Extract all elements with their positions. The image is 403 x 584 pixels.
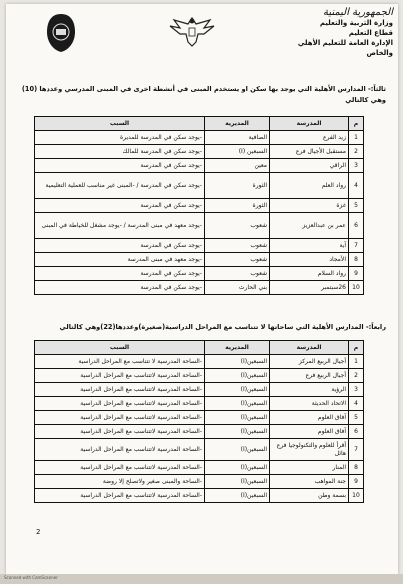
table-row [35,439,364,461]
row-district: السبعين(I) [205,475,270,489]
row-number: 2 [349,145,364,159]
row-number: 7 [349,239,364,253]
row-school: زيد الفرع [270,131,349,145]
row-school: غزة [270,199,349,213]
row-district: السبعين(I) [205,383,270,397]
table-row [35,145,364,159]
row-reason: -يوجد سكن في المدرسة [35,267,205,281]
row-district: السبعين(I) [205,425,270,439]
col-header-school: المدرسة [270,341,349,355]
row-number: 3 [349,159,364,173]
row-school: 26سبتمبر [270,281,349,295]
table-header-row [35,341,364,355]
row-number: 4 [349,173,364,199]
row-school: الاتحاد الحديثة [270,397,349,411]
row-reason: -يوجد معهد في مبنى المدرسة [35,253,205,267]
row-school: الراقي [270,159,349,173]
row-number: 10 [349,281,364,295]
row-school: أقرأ للعلوم والتكنولوجيا فرع هائل [270,439,349,461]
section3-table [34,116,364,295]
row-number: 1 [349,131,364,145]
row-district: السبعين(I) [205,369,270,383]
section3-title: ثالثاً:- المدارس الأهلية التي يوجد بها سكن او يستخدم المبنى في أنشطة اخرى في المبنى المدرسي وعددها (10) وهي كالتالي [21,85,386,104]
table-row [35,383,364,397]
republic-calligraphy: الجمهورية اليمنية [322,7,393,18]
table-row [35,199,364,213]
table-row [35,253,364,267]
row-reason: -الساحة المدرسية لاتتناسب مع المراحل الدراسية [35,461,205,475]
row-number: 8 [349,253,364,267]
scan-bottom-edge [0,574,403,584]
row-reason: -الساحة المدرسية لا تتناسب مع المراحل الدراسية [35,355,205,369]
section4-table [34,340,364,503]
table-row [35,489,364,503]
section4-title: رابعاً:- المدارس الأهلية التي ساحاتها لا تتناسب مع المراحل الدراسية(صغيرة)وعددها(22)وهي كالتالي [59,323,386,331]
row-reason: -الساحة المدرسية لاتتناسب مع المراحل الدراسية [35,411,205,425]
row-reason: -الساحة المدرسية لاتتناسب مع المراحل الدراسية [35,439,205,461]
table-row [35,239,364,253]
sector-line: قطاع التعليم [348,29,393,37]
row-district: السبعين(I) [205,411,270,425]
row-district: السبعين (I) [205,145,270,159]
row-reason: -يوجد سكن في المدرسة للمديرة [35,131,205,145]
row-school: الرؤية [270,383,349,397]
row-district: السبعين(I) [205,461,270,475]
row-school: آفاق العلوم [270,411,349,425]
row-district: السبعين(I) [205,439,270,461]
table-row [35,267,364,281]
col-header-district: المديرية [205,117,270,131]
row-district: الصافية [205,131,270,145]
row-school: عمر بن عبدالعزيز [270,213,349,239]
row-district: السبعين(I) [205,489,270,503]
row-district: شعوب [205,239,270,253]
row-district: بني الحارث [205,281,270,295]
row-district: الثورة [205,173,270,199]
table-header-row [35,117,364,131]
row-number: 6 [349,213,364,239]
row-school: آية [270,239,349,253]
row-number: 8 [349,461,364,475]
row-school: أجيال الربيع المركز [270,355,349,369]
row-district: شعوب [205,267,270,281]
row-district: شعوب [205,253,270,267]
table-row [35,461,364,475]
row-reason: -يوجد معهد في مبنى المدرسة / -يوجد مشغل للخياطة في المبنى [35,213,205,239]
row-reason: -يوجد سكن في المدرسة / -المبنى غير مناسب للعملية التعليمية [35,173,205,199]
row-reason: -الساحة المدرسية لاتتناسب مع المراحل الدراسية [35,425,205,439]
row-number: 5 [349,199,364,213]
row-district: الثورة [205,199,270,213]
row-reason: -يوجد سكن في المدرسة [35,281,205,295]
table-row [35,369,364,383]
row-reason: -يوجد سكن في المدرسة [35,199,205,213]
row-reason: -الساحة المدرسية لاتتناسب مع المراحل الدراسية [35,489,205,503]
table-row [35,425,364,439]
yemen-eagle-emblem [168,14,216,48]
row-number: 5 [349,411,364,425]
col-header-reason: السبب [35,341,205,355]
ministry-logo [44,12,78,54]
row-school: مستقبل الأجيال فرع [270,145,349,159]
row-district: السبعين(I) [205,355,270,369]
row-number: 10 [349,489,364,503]
row-district: شعوب [205,213,270,239]
directorate-line: الإدارة العامة للتعليم الأهلي والخاص [297,39,393,57]
row-reason: -الساحة والمبنى صغير ولاتصلح إلا روضة [35,475,205,489]
col-header-district: المديرية [205,341,270,355]
row-school: المنار [270,461,349,475]
row-number: 9 [349,267,364,281]
row-school: الأمجاد [270,253,349,267]
row-school: جنة المواهب [270,475,349,489]
col-header-school: المدرسة [270,117,349,131]
row-reason: -الساحة المدرسية لاتتناسب مع المراحل الدراسية [35,383,205,397]
row-school: رواد السلام [270,267,349,281]
row-number: 3 [349,383,364,397]
table-row [35,397,364,411]
row-school: رواد العلم [270,173,349,199]
row-number: 2 [349,369,364,383]
row-number: 1 [349,355,364,369]
page-number: 2 [36,528,41,536]
table-row [35,213,364,239]
row-number: 7 [349,439,364,461]
col-header-number: م [349,341,364,355]
row-school: آفاق العلوم [270,425,349,439]
table-row [35,411,364,425]
ministry-line: وزارة التربية والتعليم [319,19,393,27]
table-row [35,355,364,369]
row-number: 6 [349,425,364,439]
table-row [35,281,364,295]
row-reason: -الساحة المدرسية لاتتناسب مع المراحل الدراسية [35,369,205,383]
row-number: 9 [349,475,364,489]
table-row [35,475,364,489]
row-school: أجيال الربيع فرع [270,369,349,383]
row-reason: -يوجد سكن في المدرسة [35,239,205,253]
row-number: 4 [349,397,364,411]
row-district: السبعين(I) [205,397,270,411]
table-row [35,131,364,145]
col-header-number: م [349,117,364,131]
row-district: معين [205,159,270,173]
row-reason: -يوجد سكن في المدرسة للمالك [35,145,205,159]
col-header-reason: السبب [35,117,205,131]
ministry-header [273,8,393,58]
row-reason: -يوجد سكن في المدرسة [35,159,205,173]
table-row [35,159,364,173]
table-row [35,173,364,199]
row-school: بسمة وطن [270,489,349,503]
row-reason: -الساحة المدرسية لاتتناسب مع المراحل الدراسية [35,397,205,411]
scanner-watermark: Scanned with CamScanner [4,575,58,580]
